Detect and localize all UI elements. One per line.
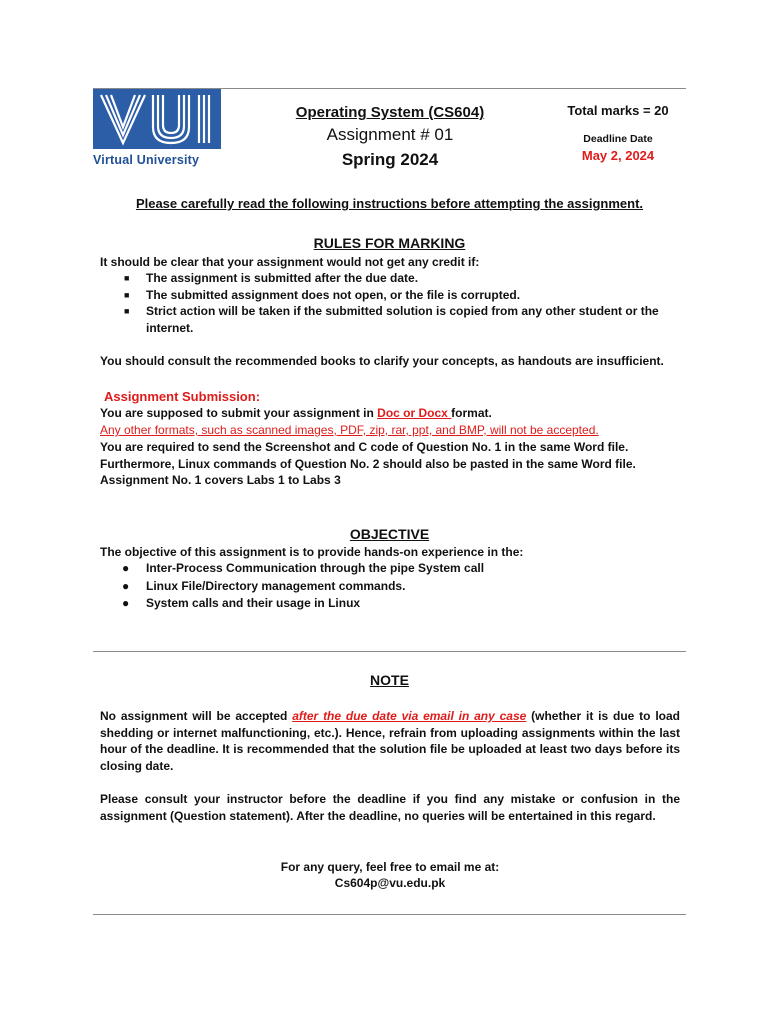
submission-labs: Assignment No. 1 covers Labs 1 to Labs 3 (100, 473, 341, 487)
vu-logo-text: Virtual University (93, 153, 200, 167)
deadline-date: May 2, 2024 (581, 148, 655, 163)
objective-list (100, 560, 680, 613)
submission-screenshot: You are required to send the Screenshot and C code of Question No. 1 in the same Word file. (100, 440, 629, 454)
square-bullet-icon: ■ (124, 306, 130, 316)
round-bullet-icon: ● (122, 561, 130, 575)
note-top-rule (93, 651, 686, 652)
consult-note: You should consult the recommended books to clarify your concepts, as handouts are insufficient. (100, 354, 664, 368)
list-item: ■ The submitted assignment does not open, or the file is corrupted. (124, 287, 521, 302)
assignment-number: Assignment # 01 (326, 125, 454, 144)
submission-format: You are supposed to submit your assignment in Doc or Docx format. (100, 406, 492, 420)
rules-intro: It should be clear that your assignment would not get any credit if: (100, 255, 480, 269)
square-bullet-icon: ■ (124, 289, 130, 300)
vu-logo (93, 89, 221, 175)
round-bullet-icon: ● (122, 596, 130, 610)
semester: Spring 2024 (341, 150, 439, 169)
format-link[interactable]: Doc or Docx (377, 406, 452, 420)
contact-email[interactable]: Cs604p@vu.edu.pk (334, 876, 446, 890)
square-bullet-icon: ■ (124, 273, 130, 283)
course-title: Operating System (CS604) (295, 104, 485, 121)
submission-title: Assignment Submission: (104, 389, 261, 404)
objective-intro: The objective of this assignment is to provide hands-on experience in the: (100, 545, 524, 559)
list-item: ■ The assignment is submitted after the due date. (124, 271, 419, 285)
bottom-rule (93, 914, 686, 915)
list-item: ● System calls and their usage in Linux (100, 595, 680, 613)
note-emphasis: after the due date via email in any case (292, 709, 527, 723)
round-bullet-icon: ● (122, 578, 130, 593)
rejected-formats: Any other formats, such as scanned images, PDF, zip, rar, ppt, and BMP, will not be accepted. (100, 423, 599, 437)
submission-linux: Furthermore, Linux commands of Question No. 2 should also be pasted in the same Word file. (100, 457, 636, 471)
vu-logo-mark (93, 89, 221, 149)
note-paragraph-1: No assignment will be accepted after the due date via email in any case (whether it is due to load shedding or internet malfunctioning, etc.). Hence, refrain from uploading assignments within the last hour of the deadline. It is recommended that the solution file be uploaded at least two days before its closing date. (100, 709, 680, 773)
note-title: NOTE (370, 672, 409, 688)
list-item: ● Linux File/Directory management commands. (100, 578, 680, 596)
query-line: For any query, feel free to email me at: (280, 860, 500, 874)
list-item: ■ Strict action will be taken if the submitted solution is copied from any other student or the internet. (124, 304, 659, 335)
rules-title: RULES FOR MARKING (313, 235, 466, 251)
rules-list (100, 270, 680, 336)
objective-title: OBJECTIVE (349, 526, 430, 542)
instructions-heading: Please carefully read the following instructions before attempting the assignment. (135, 196, 644, 211)
note-paragraph-2: Please consult your instructor before the deadline if you find any mistake or confusion in the assignment (Question statement). After the deadline, no queries will be entertained in this regard. (100, 792, 680, 823)
deadline-label: Deadline Date (583, 133, 653, 145)
list-item: ● Inter-Process Communication through the pipe System call (100, 560, 680, 578)
total-marks: Total marks = 20 (567, 103, 669, 118)
